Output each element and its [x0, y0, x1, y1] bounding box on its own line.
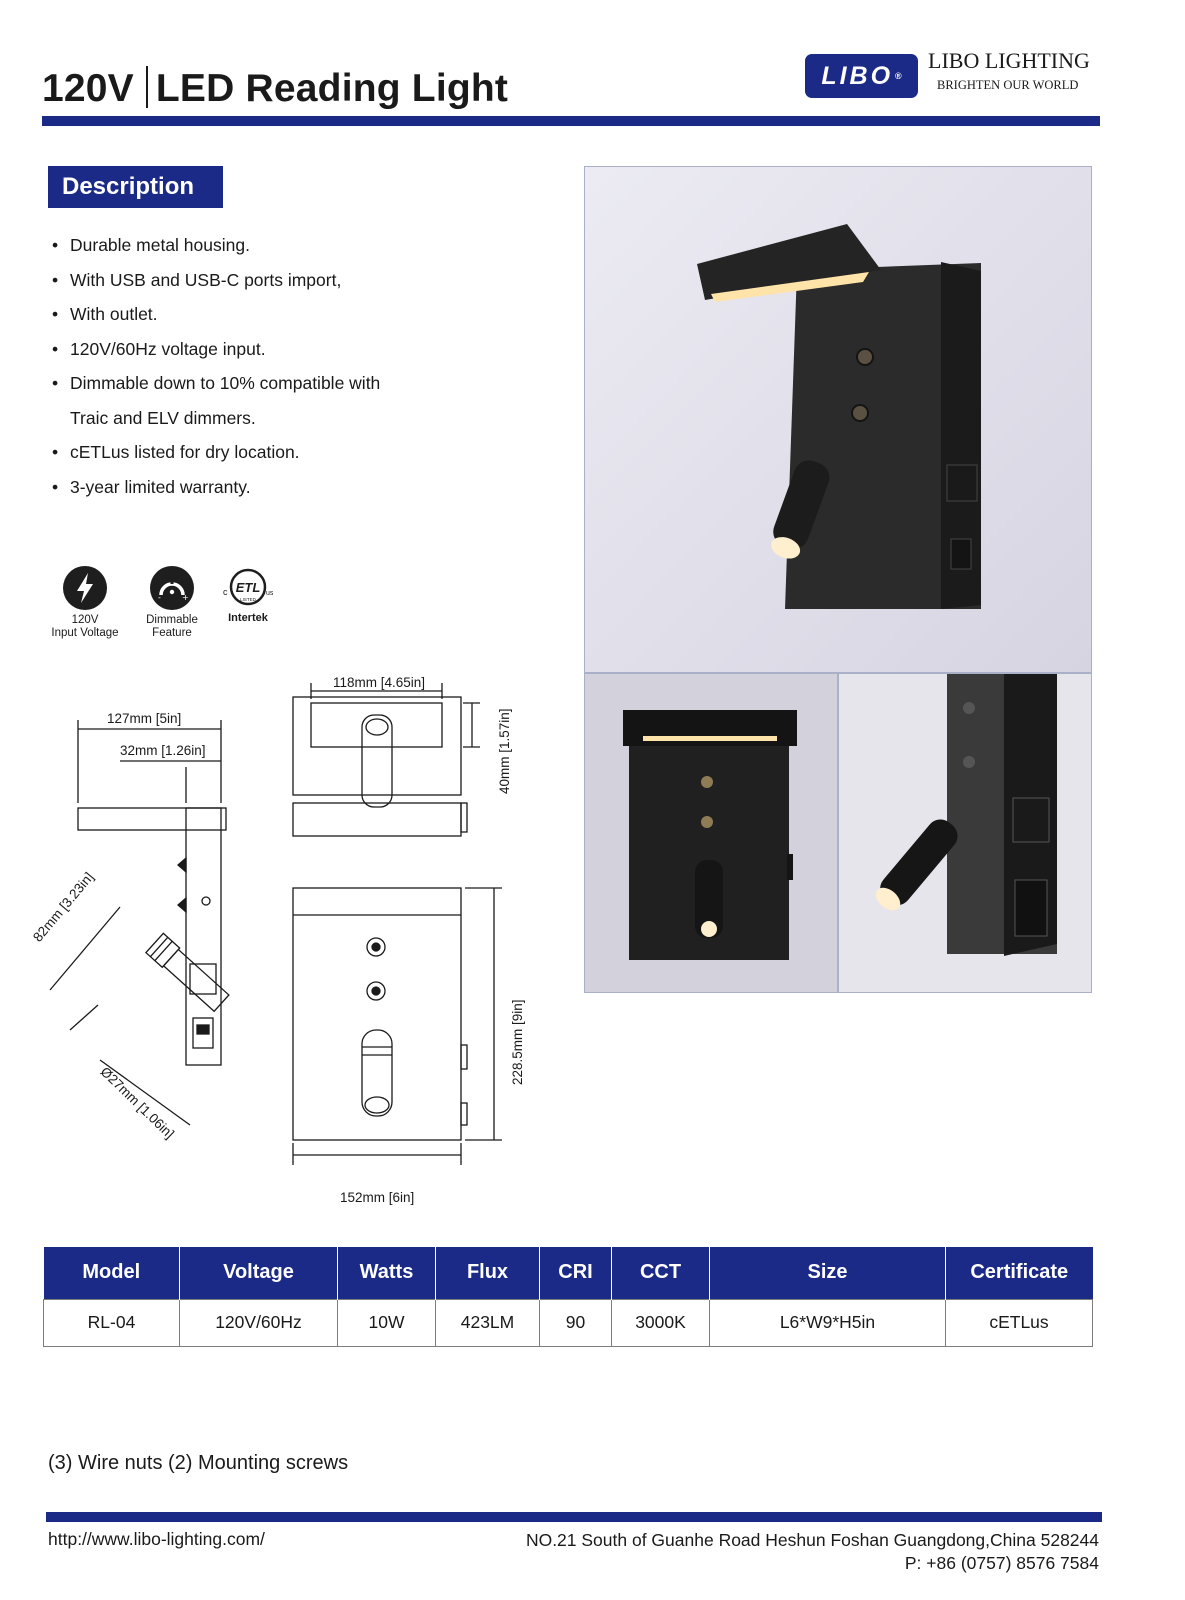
footer-rule — [46, 1512, 1102, 1522]
svg-text:-: - — [158, 593, 161, 602]
cell-voltage: 120V/60Hz — [180, 1299, 338, 1346]
icon-caption: Input Voltage — [51, 627, 119, 639]
registered-mark: ® — [895, 71, 902, 81]
cell-certificate: cETLus — [946, 1299, 1093, 1346]
description-heading: Description — [48, 166, 223, 208]
dim-side-width: 127mm [5in] — [107, 711, 182, 726]
website-link[interactable]: http://www.libo-lighting.com/ — [48, 1529, 265, 1549]
list-item: • With USB and USB-C ports import, — [52, 263, 472, 298]
dim-panel-width: 118mm [4.65in] — [333, 675, 426, 690]
svg-text:+: + — [182, 593, 189, 602]
input-voltage-feature — [47, 565, 123, 640]
cell-flux: 423LM — [436, 1299, 540, 1346]
list-item: • cETLus listed for dry location. — [52, 435, 472, 470]
company-address: NO.21 South of Guanhe Road Heshun Foshan Guangdong,China 528244 — [525, 1530, 1099, 1550]
col-cri: CRI — [540, 1247, 612, 1299]
dimension-drawings — [40, 675, 560, 1220]
icon-caption: Feature — [152, 627, 192, 639]
col-voltage: Voltage — [180, 1247, 338, 1299]
dim-top-height: 40mm [1.57in] — [497, 708, 512, 794]
col-watts: Watts — [338, 1247, 436, 1299]
page-title — [42, 66, 508, 111]
cell-watts: 10W — [338, 1299, 436, 1346]
dimmer-knob-icon — [149, 565, 195, 611]
product-photo-front — [584, 673, 838, 993]
package-contents: (3) Wire nuts (2) Mounting screws — [48, 1452, 349, 1474]
product-photo-angle — [838, 673, 1092, 993]
product-title: LED Reading Light — [155, 67, 509, 110]
table-row — [44, 1299, 1093, 1346]
icon-caption: Intertek — [228, 612, 268, 624]
lightning-bolt-icon — [62, 565, 108, 611]
svg-text:c: c — [223, 587, 228, 597]
dim-shelf-thickness: 32mm [1.26in] — [120, 743, 206, 758]
cell-cct: 3000K — [612, 1299, 710, 1346]
list-item-continuation: Traic and ELV dimmers. — [70, 407, 256, 428]
header-rule — [42, 116, 1100, 126]
list-item: • Durable metal housing. — [52, 228, 472, 263]
company-contact — [526, 1529, 1099, 1575]
dim-total-height: 228.5mm [9in] — [510, 999, 525, 1085]
col-certificate: Certificate — [946, 1247, 1093, 1299]
spec-table — [43, 1247, 1093, 1347]
cell-size: L6*W9*H5in — [710, 1299, 946, 1346]
svg-text:LISTED: LISTED — [240, 597, 256, 602]
col-cct: CCT — [612, 1247, 710, 1299]
brand-tagline: BRIGHTEN OUR WORLD — [937, 78, 1079, 92]
feature-list — [52, 228, 472, 504]
list-item: • With outlet. — [52, 297, 472, 332]
company-phone: P: +86 (0757) 8576 7584 — [904, 1553, 1099, 1573]
brand-logo — [805, 54, 918, 98]
table-header-row — [44, 1247, 1093, 1299]
voltage-label: 120V — [42, 67, 134, 110]
etl-certification — [216, 565, 280, 624]
dim-head-diameter: Ø27mm [1.06in] — [97, 1064, 178, 1142]
icon-caption: 120V — [71, 614, 99, 626]
cell-cri: 90 — [540, 1299, 612, 1346]
dim-total-width: 152mm [6in] — [340, 1190, 415, 1205]
svg-text:us: us — [266, 590, 274, 597]
svg-text:ETL: ETL — [235, 580, 261, 595]
logo-text: LIBO — [821, 61, 894, 90]
cell-model: RL-04 — [44, 1299, 180, 1346]
product-photo-main — [584, 166, 1092, 673]
brand-name: LIBO LIGHTING — [928, 48, 1090, 73]
col-flux: Flux — [436, 1247, 540, 1299]
dim-arm-length: 82mm [3.23in] — [30, 869, 97, 945]
side-shelf — [78, 808, 226, 830]
icon-caption: Dimmable — [146, 614, 198, 626]
col-size: Size — [710, 1247, 946, 1299]
list-item: • Dimmable down to 10% compatible with — [52, 366, 472, 401]
title-divider — [146, 66, 148, 108]
dimmable-feature — [134, 565, 210, 640]
list-item: • 120V/60Hz voltage input. — [52, 332, 472, 367]
col-model: Model — [44, 1247, 180, 1299]
list-item: • 3-year limited warranty. — [52, 470, 472, 505]
etl-listed-icon — [219, 565, 277, 611]
